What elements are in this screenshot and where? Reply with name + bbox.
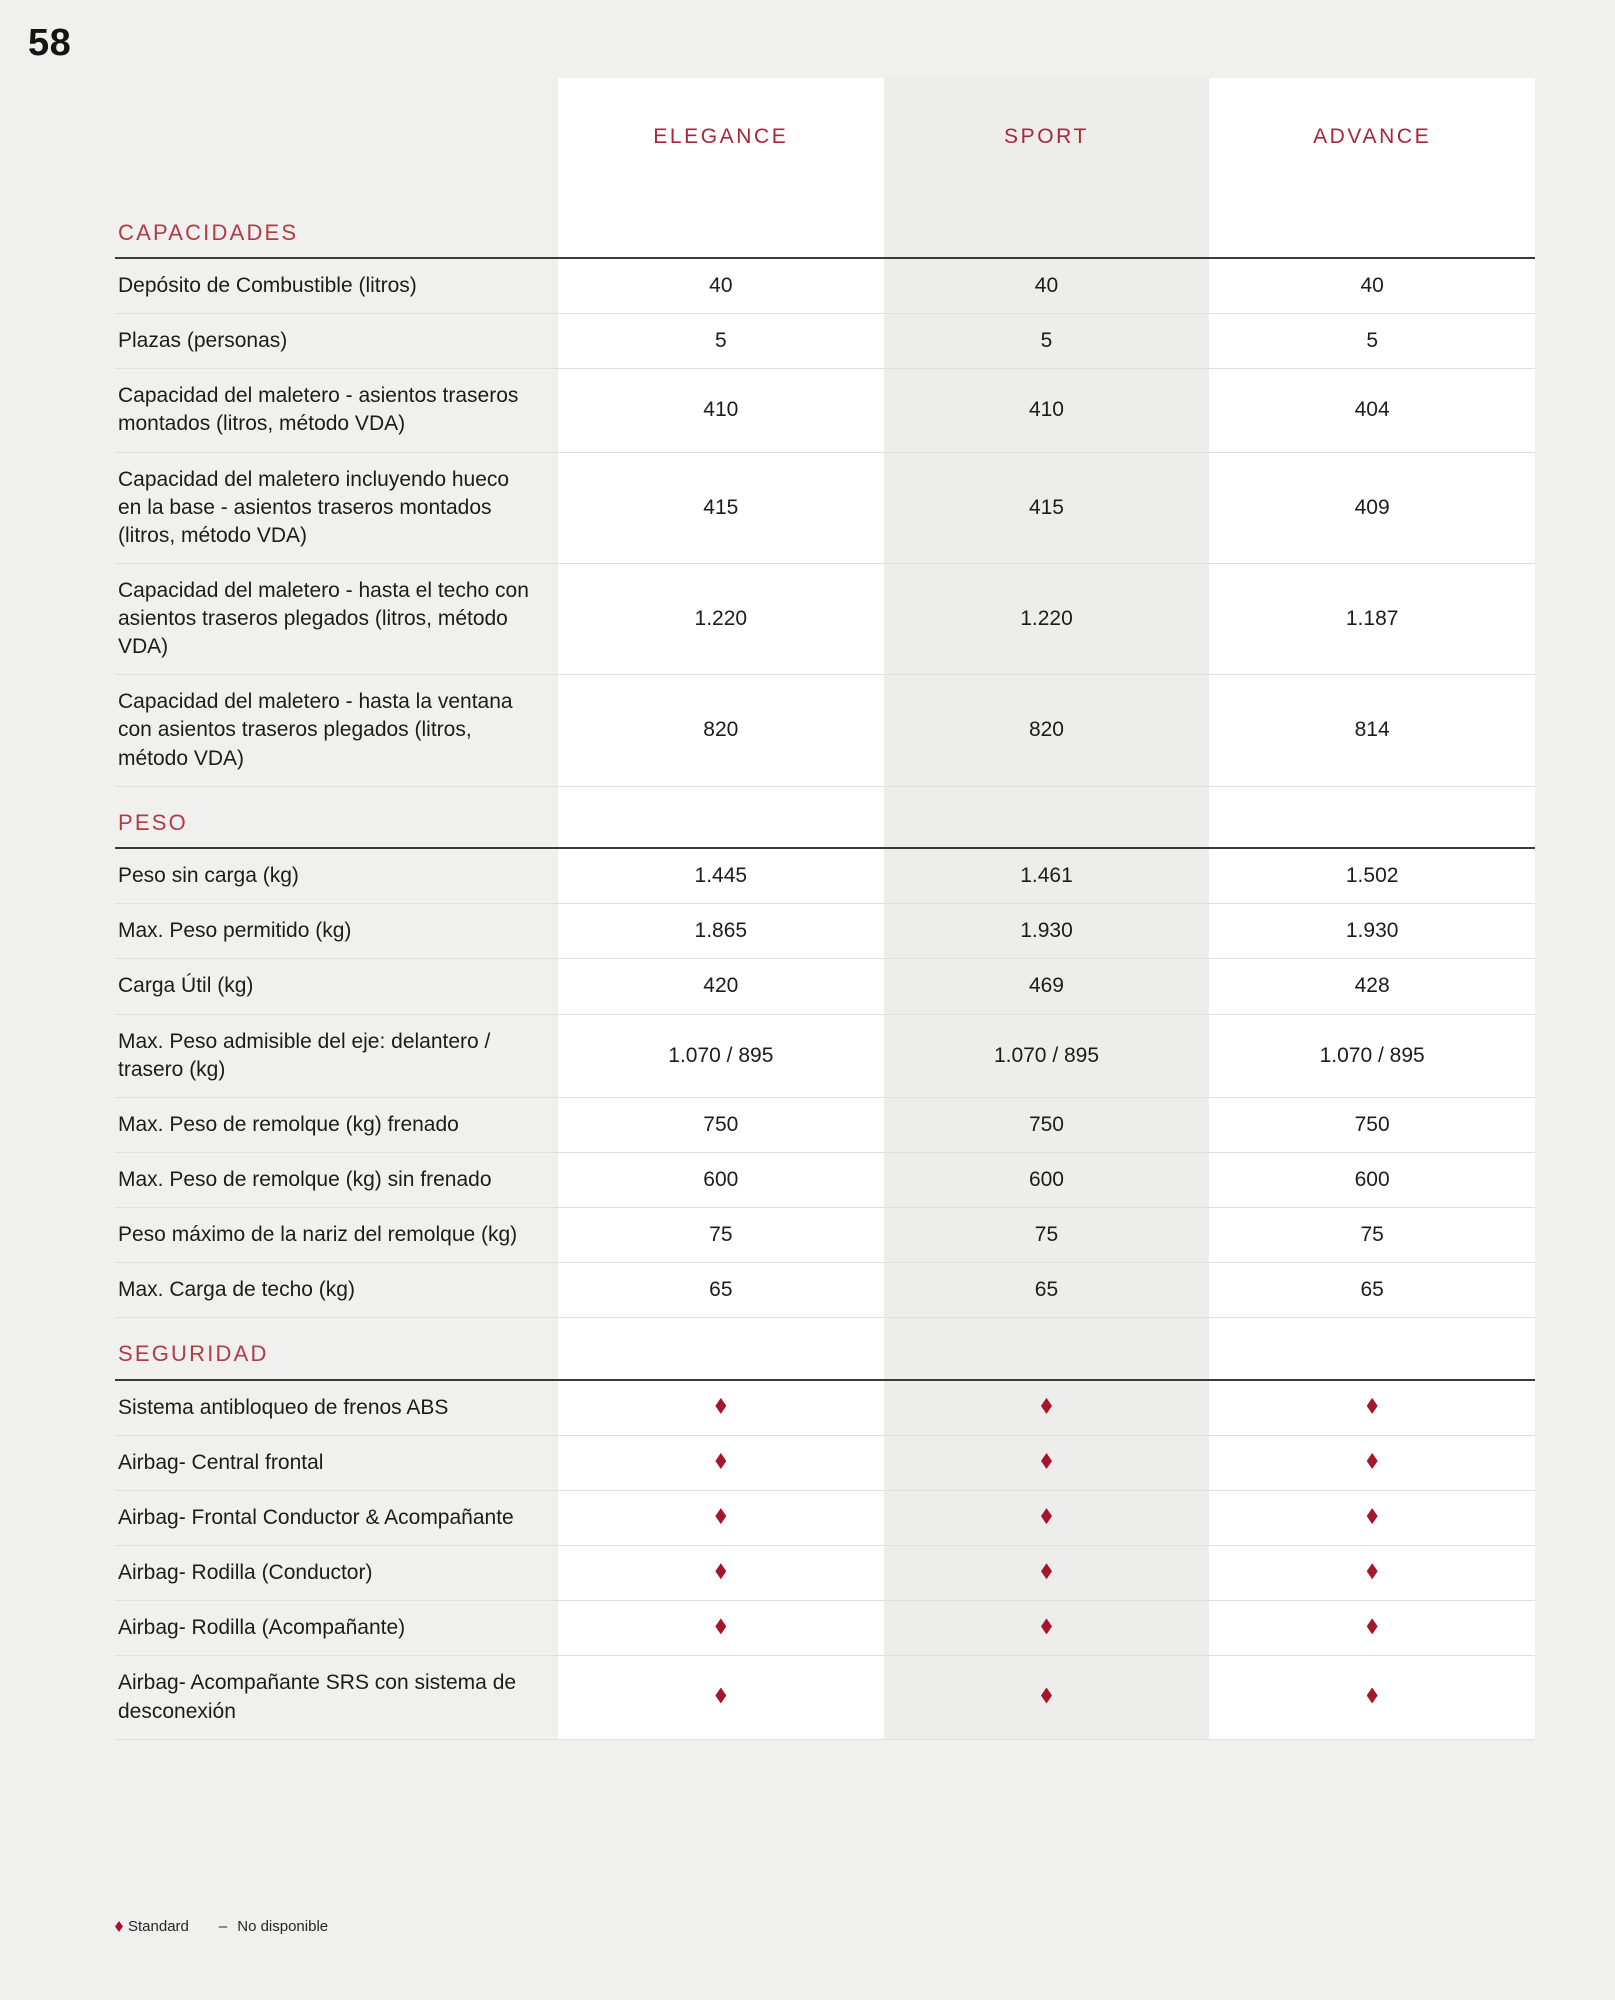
cell-value: 750	[1209, 1097, 1535, 1152]
table-row	[115, 1097, 1535, 1152]
table-row	[115, 1601, 1535, 1656]
section-header-spacer	[558, 786, 884, 848]
section-header-spacer	[1209, 1318, 1535, 1380]
standard-diamond-icon	[1209, 1380, 1535, 1436]
cell-value: 75	[884, 1208, 1210, 1263]
column-header-sport: SPORT	[884, 78, 1210, 196]
standard-diamond-icon	[884, 1546, 1210, 1601]
header-spacer-cell	[115, 78, 558, 196]
cell-value: 600	[558, 1152, 884, 1207]
row-label: Airbag- Central frontal	[115, 1435, 558, 1490]
cell-value: 40	[1209, 258, 1535, 314]
table-row	[115, 1014, 1535, 1097]
standard-diamond-icon	[558, 1601, 884, 1656]
table-row	[115, 959, 1535, 1014]
section-title: SEGURIDAD	[115, 1318, 558, 1380]
cell-value: 1.070 / 895	[558, 1014, 884, 1097]
standard-diamond-icon	[884, 1491, 1210, 1546]
legend-unavailable-label: No disponible	[237, 1918, 329, 1935]
row-label: Max. Peso permitido (kg)	[115, 904, 558, 959]
cell-value: 1.461	[884, 848, 1210, 904]
table-row	[115, 904, 1535, 959]
standard-diamond-icon	[558, 1435, 884, 1490]
row-label: Plazas (personas)	[115, 314, 558, 369]
table-row	[115, 1546, 1535, 1601]
cell-value: 409	[1209, 452, 1535, 563]
standard-diamond-icon	[1209, 1435, 1535, 1490]
standard-diamond-icon	[884, 1601, 1210, 1656]
standard-diamond-icon	[1209, 1656, 1535, 1739]
row-label: Max. Peso admisible del eje: delantero / trasero (kg)	[115, 1014, 558, 1097]
cell-value: 65	[1209, 1263, 1535, 1318]
standard-diamond-icon	[1209, 1601, 1535, 1656]
table-row	[115, 848, 1535, 904]
cell-value: 420	[558, 959, 884, 1014]
section-title: CAPACIDADES	[115, 196, 558, 258]
table-header-row	[115, 78, 1535, 196]
row-label: Peso sin carga (kg)	[115, 848, 558, 904]
cell-value: 600	[1209, 1152, 1535, 1207]
table-row	[115, 1656, 1535, 1739]
cell-value: 600	[884, 1152, 1210, 1207]
cell-value: 469	[884, 959, 1210, 1014]
column-header-advance: ADVANCE	[1209, 78, 1535, 196]
standard-diamond-icon	[558, 1380, 884, 1436]
column-header-elegance: ELEGANCE	[558, 78, 884, 196]
row-label: Capacidad del maletero - asientos traseros montados (litros, método VDA)	[115, 369, 558, 452]
cell-value: 75	[558, 1208, 884, 1263]
row-label: Peso máximo de la nariz del remolque (kg)	[115, 1208, 558, 1263]
cell-value: 1.070 / 895	[884, 1014, 1210, 1097]
row-label: Max. Peso de remolque (kg) sin frenado	[115, 1152, 558, 1207]
section-header-spacer	[884, 1318, 1210, 1380]
section-header-row	[115, 786, 1535, 848]
cell-value: 65	[884, 1263, 1210, 1318]
row-label: Airbag- Rodilla (Acompañante)	[115, 1601, 558, 1656]
cell-value: 40	[558, 258, 884, 314]
section-header-spacer	[558, 196, 884, 258]
table-row	[115, 314, 1535, 369]
cell-value: 1.930	[1209, 904, 1535, 959]
table-row	[115, 258, 1535, 314]
section-header-row	[115, 1318, 1535, 1380]
table-row	[115, 369, 1535, 452]
cell-value: 415	[884, 452, 1210, 563]
row-label: Capacidad del maletero - hasta el techo con asientos traseros plegados (litros, método VDA)	[115, 563, 558, 674]
standard-diamond-icon	[558, 1656, 884, 1739]
table-row	[115, 1435, 1535, 1490]
standard-diamond-icon	[1209, 1491, 1535, 1546]
cell-value: 1.930	[884, 904, 1210, 959]
page-number: 58	[28, 22, 72, 64]
table-row	[115, 1152, 1535, 1207]
table-row	[115, 675, 1535, 786]
cell-value: 5	[884, 314, 1210, 369]
cell-value: 1.187	[1209, 563, 1535, 674]
cell-value: 5	[558, 314, 884, 369]
cell-value: 1.220	[884, 563, 1210, 674]
cell-value: 75	[1209, 1208, 1535, 1263]
section-title: PESO	[115, 786, 558, 848]
row-label: Max. Carga de techo (kg)	[115, 1263, 558, 1318]
standard-diamond-icon	[115, 1921, 123, 1932]
cell-value: 65	[558, 1263, 884, 1318]
row-label: Max. Peso de remolque (kg) frenado	[115, 1097, 558, 1152]
standard-diamond-icon	[884, 1380, 1210, 1436]
cell-value: 820	[558, 675, 884, 786]
legend	[115, 1918, 358, 1935]
section-header-row	[115, 196, 1535, 258]
standard-diamond-icon	[558, 1491, 884, 1546]
table-row	[115, 1208, 1535, 1263]
legend-dash-icon: –	[218, 1918, 228, 1935]
cell-value: 814	[1209, 675, 1535, 786]
standard-diamond-icon	[1209, 1546, 1535, 1601]
section-header-spacer	[1209, 786, 1535, 848]
table-row	[115, 1491, 1535, 1546]
table-row	[115, 1263, 1535, 1318]
cell-value: 1.220	[558, 563, 884, 674]
cell-value: 750	[558, 1097, 884, 1152]
row-label: Airbag- Rodilla (Conductor)	[115, 1546, 558, 1601]
standard-diamond-icon	[558, 1546, 884, 1601]
standard-diamond-icon	[884, 1656, 1210, 1739]
cell-value: 820	[884, 675, 1210, 786]
row-label: Depósito de Combustible (litros)	[115, 258, 558, 314]
standard-diamond-icon	[884, 1435, 1210, 1490]
section-header-spacer	[558, 1318, 884, 1380]
cell-value: 1.070 / 895	[1209, 1014, 1535, 1097]
section-header-spacer	[884, 196, 1210, 258]
cell-value: 404	[1209, 369, 1535, 452]
row-label: Capacidad del maletero incluyendo hueco en la base - asientos traseros montados (litros, método VDA)	[115, 452, 558, 563]
row-label: Airbag- Acompañante SRS con sistema de desconexión	[115, 1656, 558, 1739]
row-label: Carga Útil (kg)	[115, 959, 558, 1014]
section-header-spacer	[884, 786, 1210, 848]
cell-value: 428	[1209, 959, 1535, 1014]
cell-value: 410	[884, 369, 1210, 452]
cell-value: 40	[884, 258, 1210, 314]
cell-value: 410	[558, 369, 884, 452]
row-label: Airbag- Frontal Conductor & Acompañante	[115, 1491, 558, 1546]
table-row	[115, 452, 1535, 563]
cell-value: 1.445	[558, 848, 884, 904]
cell-value: 750	[884, 1097, 1210, 1152]
row-label: Capacidad del maletero - hasta la ventana con asientos traseros plegados (litros, método VDA)	[115, 675, 558, 786]
row-label: Sistema antibloqueo de frenos ABS	[115, 1380, 558, 1436]
cell-value: 5	[1209, 314, 1535, 369]
table-row	[115, 563, 1535, 674]
section-header-spacer	[1209, 196, 1535, 258]
cell-value: 1.502	[1209, 848, 1535, 904]
table-row	[115, 1380, 1535, 1436]
legend-standard-label: Standard	[128, 1918, 189, 1935]
specifications-table	[115, 78, 1535, 1740]
cell-value: 415	[558, 452, 884, 563]
cell-value: 1.865	[558, 904, 884, 959]
